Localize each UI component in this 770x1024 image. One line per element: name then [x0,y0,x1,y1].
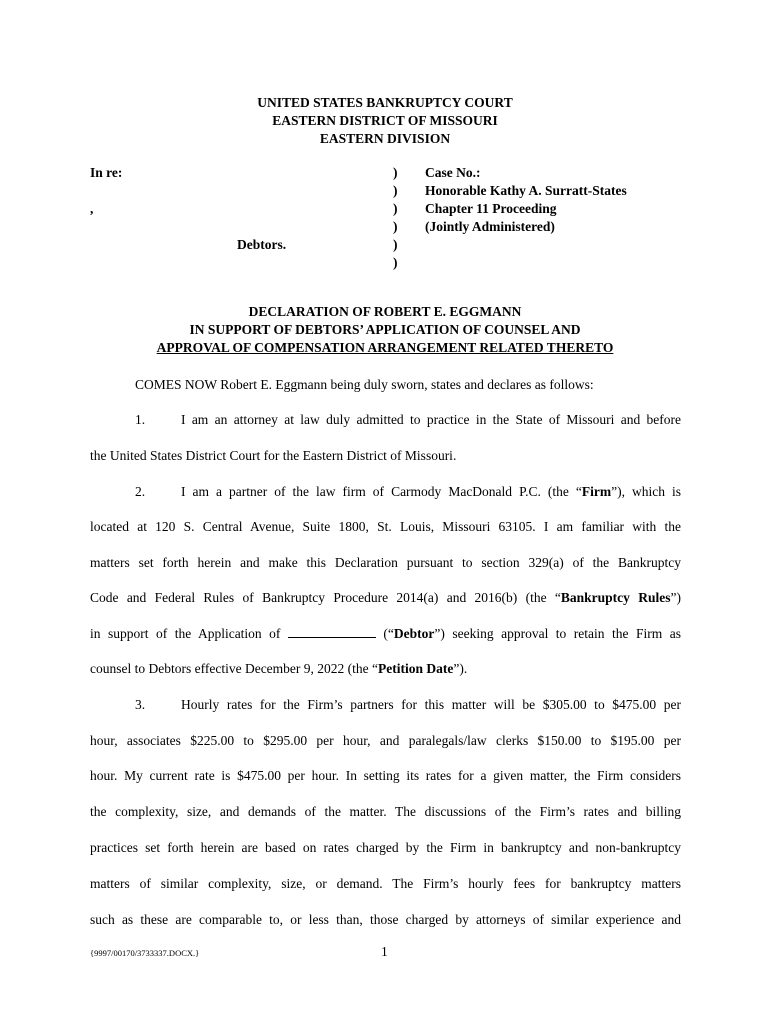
paragraph-2-line: Code and Federal Rules of Bankruptcy Procedure 2014(a) and 2016(b) (the “Bankruptcy Rules”) [90,590,681,605]
caption-paren: ) [393,183,398,198]
paragraph-number: 3. [135,697,146,712]
caption-paren: ) [393,255,398,270]
document-id: {9997/00170/3733337.DOCX.} [90,948,200,958]
caption-debtor-name: , [90,201,94,216]
caption-paren: ) [393,165,398,180]
court-division: EASTERN DIVISION [319,131,451,146]
defined-term-firm: Firm [581,484,612,499]
paragraph-number: 1. [135,412,146,427]
caption-jointly-administered: (Jointly Administered) [425,219,555,234]
declaration-subtitle-underlined [0,339,770,357]
court-district: EASTERN DISTRICT OF MISSOURI [272,113,498,128]
declaration-subtitle-text: APPROVAL OF COMPENSATION ARRANGEMENT RELATED THERETO [156,340,614,355]
caption-case-no: Case No.: [425,165,481,180]
paragraph-3-line: matters of similar complexity, size, or demand. The Firm’s hourly fees for bankruptcy matters [90,876,681,891]
caption-debtors-label: Debtors. [237,237,287,252]
paragraph-2-line: I am a partner of the law firm of Carmody MacDonald P.C. (the “Firm”), which is [181,484,681,499]
paragraph-2-line: located at 120 S. Central Avenue, Suite 1800, St. Louis, Missouri 63105. I am familiar with the [90,519,681,534]
declaration-subtitle: IN SUPPORT OF DEBTORS’ APPLICATION OF COUNSEL AND [189,322,581,337]
caption-chapter: Chapter 11 Proceeding [425,201,557,216]
paragraph-3-line: practices set forth herein are based on rates charged by the Firm in bankruptcy and non-bankruptcy [90,840,681,855]
paragraph-2-line: matters set forth herein and make this Declaration pursuant to section 329(a) of the Bankruptcy [90,555,681,570]
court-name: UNITED STATES BANKRUPTCY COURT [257,95,513,110]
intro-paragraph: COMES NOW Robert E. Eggmann being duly sworn, states and declares as follows: [135,377,594,392]
paragraph-3-line: hour, associates $225.00 to $295.00 per hour, and paralegals/law clerks $150.00 to $195.00 per [90,733,681,748]
paragraph-2-line: in support of the Application of (“Debtor”) seeking approval to retain the Firm as [90,626,681,641]
paragraph-1-line: I am an attorney at law duly admitted to practice in the State of Missouri and before [181,412,681,427]
paragraph-3-line: Hourly rates for the Firm’s partners for this matter will be $305.00 to $475.00 per [181,697,681,712]
paragraph-3-line: hour. My current rate is $475.00 per hour. In setting its rates for a given matter, the Firm considers [90,768,681,783]
paragraph-1-line: the United States District Court for the Eastern District of Missouri. [90,448,457,463]
caption-paren: ) [393,219,398,234]
caption-paren: ) [393,237,398,252]
paragraph-number: 2. [135,484,146,499]
defined-term-bankruptcy-rules: Bankruptcy Rules [560,590,671,605]
page-number: 1 [381,944,388,959]
blank-line [288,625,376,638]
declaration-title: DECLARATION OF ROBERT E. EGGMANN [248,304,522,319]
caption-paren: ) [393,201,398,216]
caption-in-re: In re: [90,165,123,180]
paragraph-3-line: such as these are comparable to, or less than, those charged by attorneys of similar experience and [90,912,681,927]
paragraph-3-line: the complexity, size, and demands of the matter. The discussions of the Firm’s rates and billing [90,804,681,819]
caption-judge: Honorable Kathy A. Surratt-States [425,183,627,198]
paragraph-2-line: counsel to Debtors effective December 9, 2022 (the “Petition Date”). [90,661,468,676]
defined-term-debtor: Debtor [393,626,435,641]
defined-term-petition-date: Petition Date [378,661,454,676]
